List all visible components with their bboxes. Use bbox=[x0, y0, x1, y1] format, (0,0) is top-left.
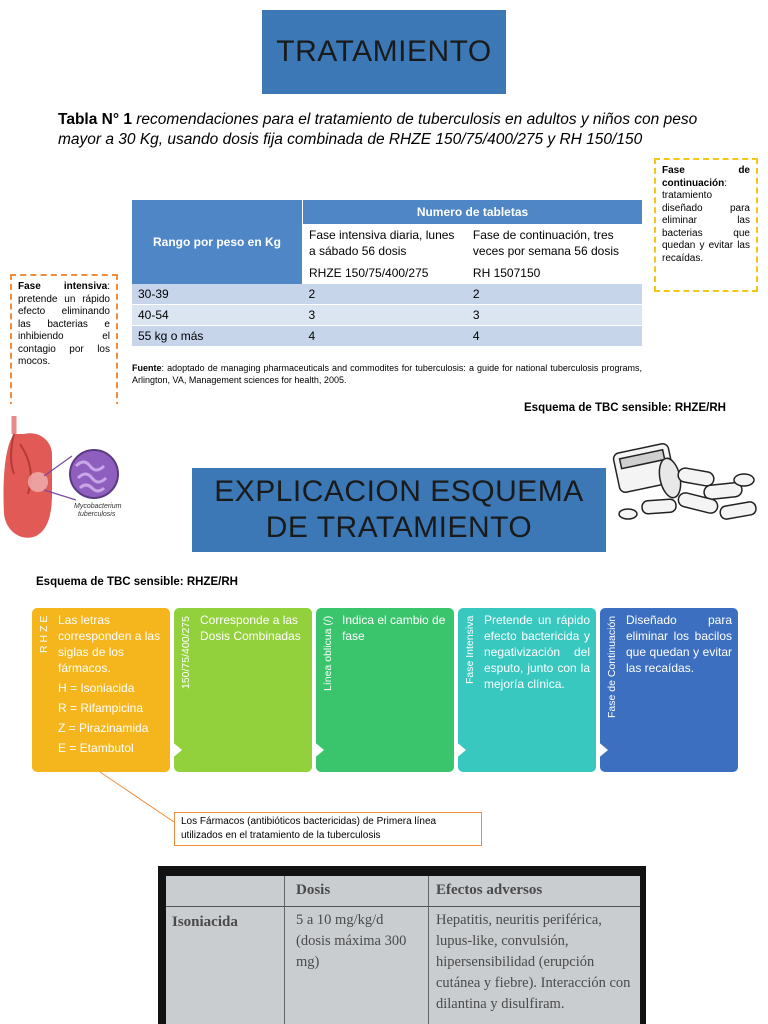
arrow-icon bbox=[170, 740, 182, 760]
step-text: Diseñado para eliminar los bacilos que quedan y evitar las recaídas. bbox=[626, 613, 732, 675]
intensiva-cell: 2 bbox=[303, 284, 467, 305]
drug-dosis: 5 a 10 mg/kg/d (dosis máxima 300 mg) bbox=[296, 912, 407, 970]
drug-item: Z = Pirazinamida bbox=[58, 721, 149, 735]
pills-illustration bbox=[608, 440, 764, 530]
lungs-caption-line2: tuberculosis bbox=[78, 511, 116, 518]
rango-cell: 40-54 bbox=[132, 305, 303, 326]
callout-box: Los Fármacos (antibióticos bactericidas) de Primera línea utilizados en el tratamiento de la tuberculosis bbox=[174, 812, 482, 846]
note-intensiva-title: Fase intensiva bbox=[18, 281, 108, 292]
process-step-rhze bbox=[32, 608, 170, 772]
drug-item: E = Etambutol bbox=[58, 741, 134, 755]
esquema-label: Esquema de TBC sensible: RHZE/RH bbox=[36, 576, 238, 588]
lungs-caption-line1: Mycobacterium bbox=[74, 503, 122, 510]
process-step-dosis bbox=[174, 608, 312, 772]
continuacion-cell: 3 bbox=[467, 305, 642, 326]
page-title: TRATAMIENTO bbox=[262, 10, 506, 94]
rango-cell: 55 kg o más bbox=[132, 326, 303, 347]
fase-continuacion-header: Fase de continuación, tres veces por semana 56 dosis bbox=[467, 224, 642, 263]
drug-item: H = Isoniacida bbox=[58, 681, 135, 695]
step-label: Fase Intensiva bbox=[464, 616, 476, 685]
step-text: Corresponde a las Dosis Combinadas bbox=[200, 613, 301, 643]
section-title: EXPLICACION ESQUEMA DE TRATAMIENTO bbox=[192, 468, 606, 552]
note-continuacion-text: : tratamiento diseñado para eliminar las bacterias que quedan y evitar las recaídas. bbox=[662, 177, 750, 264]
intensiva-cell: 3 bbox=[303, 305, 467, 326]
step-label: R H Z E bbox=[38, 616, 50, 654]
table-row bbox=[132, 284, 642, 305]
process-step-fase-continuacion bbox=[600, 608, 738, 772]
source-note bbox=[132, 362, 642, 386]
caption-text: recomendaciones para el tratamiento de tuberculosis en adultos y niños con peso mayor a 30 Kg, usando dosis fija combinada de RHZE 150/75/400/275 y RH 150/150 bbox=[58, 111, 698, 148]
dose-intensiva: RHZE 150/75/400/275 bbox=[303, 263, 467, 284]
step-label: 150/75/400/275 bbox=[180, 616, 192, 689]
caption-label: Tabla N° 1 bbox=[58, 111, 132, 128]
numero-header: Numero de tabletas bbox=[303, 200, 643, 224]
table-row bbox=[132, 326, 642, 347]
continuacion-cell: 4 bbox=[467, 326, 642, 347]
note-continuacion-title: Fase de continuación bbox=[662, 165, 750, 189]
efectos-header: Efectos adversos bbox=[436, 882, 543, 898]
drug-table bbox=[166, 876, 640, 1024]
intensiva-cell: 4 bbox=[303, 326, 467, 347]
note-fase-continuacion bbox=[654, 158, 758, 292]
drug-item: R = Rifampicina bbox=[58, 701, 144, 715]
rango-header: Rango por peso en Kg bbox=[132, 200, 303, 284]
note-fase-intensiva bbox=[10, 274, 118, 408]
process-step-fase-intensiva bbox=[458, 608, 596, 772]
step-text: Las letras corresponden a las siglas de los fármacos. bbox=[58, 613, 161, 675]
dose-table bbox=[132, 200, 642, 347]
arrow-icon bbox=[596, 740, 608, 760]
arrow-icon bbox=[454, 740, 466, 760]
drug-name: Isoniacida bbox=[172, 914, 238, 930]
table-row bbox=[132, 305, 642, 326]
continuacion-cell: 2 bbox=[467, 284, 642, 305]
esquema-label: Esquema de TBC sensible: RHZE/RH bbox=[524, 402, 726, 414]
step-text: Pretende un rápido efecto bactericida y negativización del esputo, junto con la mejoría clínica. bbox=[484, 613, 590, 691]
step-label: Fase de Continuación bbox=[606, 616, 618, 719]
process-step-linea-oblicua bbox=[316, 608, 454, 772]
fuente-label: Fuente bbox=[132, 363, 162, 373]
lungs-illustration bbox=[0, 404, 128, 550]
step-label: Línea oblicua (/) bbox=[322, 616, 334, 692]
fase-intensiva-header: Fase intensiva diaria, lunes a sábado 56 dosis bbox=[303, 224, 467, 263]
note-intensiva-text: : pretende un rápido efecto eliminando las bacterias e inhibiendo el contagio por los mocos. bbox=[18, 281, 110, 367]
arrow-icon bbox=[312, 740, 324, 760]
fuente-text: : adoptado de managing pharmaceuticals and commodites for tuberculosis: a guide for national tuberculosis programs, Arlington, VA, Management sciences for health, 2005. bbox=[132, 363, 642, 385]
rango-cell: 30-39 bbox=[132, 284, 303, 305]
step-text: Indica el cambio de fase bbox=[342, 613, 446, 643]
drug-efectos: Hepatitis, neuritis periférica, lupus-like, convulsión, hipersensibilidad (erupción cutánea y fiebre). Interacción con dilantina y disulfiram. bbox=[436, 912, 631, 1012]
dose-continuacion: RH 1507150 bbox=[467, 263, 642, 284]
table-caption bbox=[58, 110, 718, 150]
dosis-header: Dosis bbox=[296, 882, 331, 898]
